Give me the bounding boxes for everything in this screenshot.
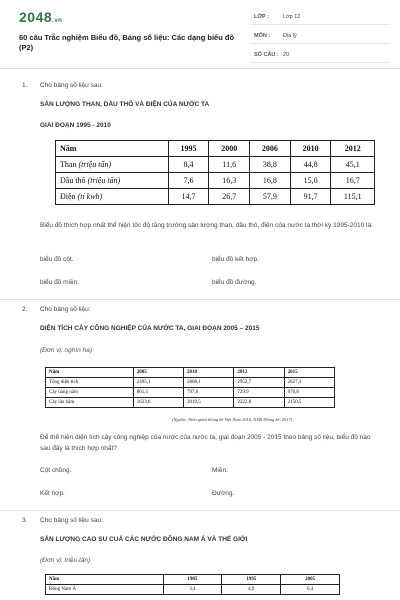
table-header-cell: 1995 bbox=[168, 141, 209, 157]
table-cell: 2952,7 bbox=[234, 378, 284, 388]
table-cell: 6,4 bbox=[281, 585, 340, 595]
table-cell: 2150,5 bbox=[284, 398, 334, 408]
answer-option-c[interactable]: Kết hợp. bbox=[40, 490, 65, 497]
table-cell: 7,6 bbox=[168, 173, 209, 189]
meta-row-class bbox=[250, 12, 390, 25]
question-divider bbox=[0, 510, 400, 511]
table-cell: 3,4 bbox=[163, 585, 222, 595]
row-label: Tổng diện tích bbox=[46, 378, 134, 388]
page-title: 60 câu Trắc nghiệm Biểu đồ, Bảng số liệu: Các dạng biểu đồ (P2) bbox=[19, 33, 235, 52]
answer-option-b[interactable]: biểu đồ kết hợp. bbox=[212, 256, 259, 263]
table-row bbox=[46, 398, 335, 408]
meta-value: Địa lý bbox=[283, 33, 297, 39]
table-cell: 44,8 bbox=[290, 157, 331, 173]
question-text: Để thể hiện diện tích cây công nghiệp của nước của nước ta, giai đoạn 2005 - 2015 theo bảng số liệu, biểu đồ nào sau đây là thích hợp nhất? bbox=[40, 434, 371, 452]
table-header-cell: 2010 bbox=[290, 141, 331, 157]
table-cell: 2808,1 bbox=[184, 378, 234, 388]
logo-text: 2048 bbox=[19, 9, 53, 25]
question-number: 1. bbox=[22, 82, 28, 89]
table-header-cell: 1985 bbox=[163, 575, 222, 585]
table-cell: 729,9 bbox=[234, 388, 284, 398]
table-cell: 1633,6 bbox=[133, 398, 183, 408]
table-header-cell: 2012 bbox=[234, 368, 284, 378]
row-name: Than bbox=[60, 160, 77, 169]
meta-key: SỐ CÂU : bbox=[254, 52, 279, 58]
meta-row-subject bbox=[250, 31, 390, 44]
row-label bbox=[56, 157, 169, 173]
table-header-row bbox=[46, 368, 335, 378]
table-header-cell: 2012 bbox=[331, 141, 375, 157]
row-label: Cây hàng năm bbox=[46, 388, 134, 398]
table-cell: 45,1 bbox=[331, 157, 375, 173]
table-header-cell: 2010 bbox=[184, 368, 234, 378]
meta-box bbox=[250, 12, 390, 69]
row-label bbox=[56, 189, 169, 205]
data-table bbox=[55, 140, 375, 205]
table-cell: 16,3 bbox=[209, 173, 250, 189]
table-row bbox=[56, 173, 375, 189]
header-divider bbox=[0, 68, 400, 69]
table-cell: 2010,5 bbox=[184, 398, 234, 408]
table-header-cell: Năm bbox=[46, 368, 134, 378]
table-row bbox=[46, 585, 340, 595]
table-subtitle: GIAI ĐOẠN 1995 - 2010 bbox=[40, 122, 111, 129]
table-cell: 57,9 bbox=[250, 189, 291, 205]
data-table bbox=[45, 367, 335, 408]
table-cell: 2495,1 bbox=[133, 378, 183, 388]
table-header-cell: Năm bbox=[46, 575, 164, 585]
table-cell: 115,1 bbox=[331, 189, 375, 205]
table-cell: 861,5 bbox=[133, 388, 183, 398]
row-unit: (triệu tấn) bbox=[87, 176, 121, 185]
table-cell: 14,7 bbox=[168, 189, 209, 205]
row-label: Đông Nam Á bbox=[46, 585, 164, 595]
table-cell: 797,6 bbox=[184, 388, 234, 398]
table-header-cell: 2000 bbox=[209, 141, 250, 157]
unit-note: (Đơn vị: nghìn ha) bbox=[40, 347, 92, 354]
answer-option-d[interactable]: biểu đồ đường. bbox=[212, 279, 257, 286]
table-title: SẢN LƯỢNG CAO SU CUẢ CÁC NƯỚC ĐÔNG NAM Á VÀ THẾ GIỚI bbox=[40, 536, 248, 543]
page-header bbox=[0, 0, 400, 68]
table-row bbox=[46, 388, 335, 398]
table-cell: 4,9 bbox=[222, 585, 281, 595]
table-cell: 8,4 bbox=[168, 157, 209, 173]
table-header-cell: 2005 bbox=[133, 368, 183, 378]
table-header-cell: 1995 bbox=[222, 575, 281, 585]
question-stem: Cho bảng số liệu sau: bbox=[40, 517, 103, 524]
meta-value: Lớp 12 bbox=[283, 14, 301, 20]
table-header-row bbox=[56, 141, 375, 157]
question-stem: Cho bảng số liệu sau: bbox=[40, 82, 103, 89]
table-cell: 16,8 bbox=[250, 173, 291, 189]
row-name: Điện bbox=[60, 192, 76, 201]
table-cell: 91,7 bbox=[290, 189, 331, 205]
question-text: Biểu đồ thích hợp nhất thể hiện tốc độ tăng trưởng sản lượng than, dầu thô, điện của nước ta thời kỳ 1995-2010 là: bbox=[40, 222, 373, 229]
row-label: Cây lâu năm bbox=[46, 398, 134, 408]
answer-option-a[interactable]: Cột chồng. bbox=[40, 467, 72, 474]
table-header-cell: Năm bbox=[56, 141, 169, 157]
row-name: Dầu thô bbox=[60, 176, 86, 185]
question-divider bbox=[0, 299, 400, 300]
meta-value: 20 bbox=[283, 52, 290, 58]
answer-option-b[interactable]: Miền. bbox=[212, 467, 228, 474]
unit-note: (Đơn vị: triệu tấn) bbox=[40, 557, 91, 564]
table-cell: 2827,3 bbox=[284, 378, 334, 388]
meta-key: MÔN : bbox=[254, 33, 271, 39]
table-header-row bbox=[46, 575, 340, 585]
question-number: 2. bbox=[22, 306, 28, 313]
table-cell: 11,6 bbox=[209, 157, 250, 173]
answer-option-a[interactable]: biểu đồ cột. bbox=[40, 256, 74, 263]
table-header-cell: 2006 bbox=[250, 141, 291, 157]
table-row bbox=[56, 189, 375, 205]
table-row bbox=[46, 378, 335, 388]
row-unit: (triệu tấn) bbox=[78, 160, 112, 169]
data-table bbox=[45, 574, 340, 595]
row-unit: (tỉ kwh) bbox=[77, 192, 103, 201]
table-title: SẢN LƯỢNG THAN, DẦU THÔ VÀ ĐIỆN CỦA NƯỚC TA bbox=[40, 101, 210, 108]
table-header-cell: 2015 bbox=[284, 368, 334, 378]
site-logo[interactable] bbox=[19, 9, 62, 25]
table-cell: 38,8 bbox=[250, 157, 291, 173]
answer-option-d[interactable]: Đường. bbox=[212, 490, 235, 497]
answer-option-c[interactable]: biểu đồ miền. bbox=[40, 279, 80, 286]
table-row bbox=[56, 157, 375, 173]
logo-suffix: .vn bbox=[52, 18, 63, 24]
table-cell: 2222,8 bbox=[234, 398, 284, 408]
question-stem: Cho bảng số liệu: bbox=[40, 306, 91, 313]
table-title: DIỆN TÍCH CÂY CÔNG NGHIỆP CỦA NƯỚC TA, GIAI ĐOẠN 2005 – 2015 bbox=[40, 325, 260, 332]
meta-key: LỚP : bbox=[254, 14, 269, 20]
row-label bbox=[56, 173, 169, 189]
table-cell: 15,0 bbox=[290, 173, 331, 189]
table-header-cell: 2005 bbox=[281, 575, 340, 585]
question-number: 3. bbox=[22, 517, 28, 524]
meta-row-count bbox=[250, 50, 390, 63]
table-cell: 676,8 bbox=[284, 388, 334, 398]
table-cell: 16,7 bbox=[331, 173, 375, 189]
table-source: (Nguồn: Niên giám thống kê Việt Nam 2016, NXB Thống kê, 2017) bbox=[172, 417, 293, 422]
table-cell: 26,7 bbox=[209, 189, 250, 205]
